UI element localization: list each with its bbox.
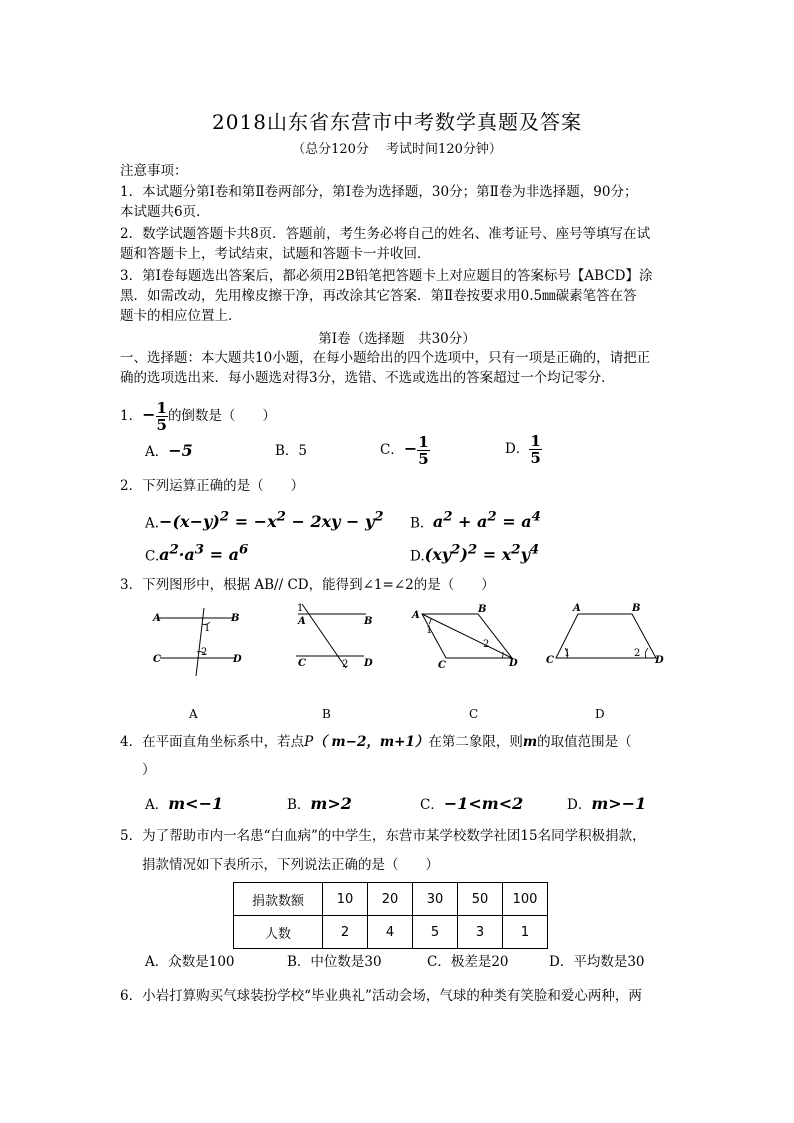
question-text: 在第二象限，则	[428, 734, 523, 750]
option-formula: $a^2 + a^2 = a^4$	[432, 509, 541, 532]
q1-option-d	[505, 431, 542, 467]
point-label-d: D	[655, 655, 664, 666]
angle-label-1: 1	[204, 623, 211, 634]
question-3: 3．下列图形中，根据 AB// CD，能得到∠1=∠2的是（ ）	[120, 577, 495, 593]
table-cell: 10	[323, 883, 368, 916]
angle-label-2: 2	[342, 659, 349, 670]
point-label-b: B	[632, 603, 641, 614]
option-value: m>2	[310, 794, 352, 813]
fraction-numerator: 1	[156, 399, 167, 417]
donation-table	[233, 882, 548, 949]
point-label-a: A	[412, 610, 420, 621]
angle-label-1: 1	[426, 625, 433, 636]
option-formula: $a^2\cdot a^3 = a^6$	[159, 542, 249, 565]
q4-option-c	[420, 794, 523, 815]
q4-option-d	[567, 794, 646, 815]
q2-option-b	[410, 505, 541, 535]
option-label: B．	[287, 797, 311, 813]
coordinates: （ m−2，m+1）	[313, 734, 429, 750]
option-label: A．	[145, 444, 169, 460]
table-cell: 4	[368, 916, 413, 949]
point-label-a: A	[573, 603, 581, 614]
question-1	[120, 397, 276, 434]
question-number: 1．	[120, 408, 143, 424]
angle-label-1: 1	[297, 603, 304, 614]
section-intro-line2: 确的选项选出来．每小题选对得3分，选错、不选或选出的答案超过一个均记零分．	[120, 370, 615, 386]
question-4-line1	[120, 732, 632, 752]
table-header-cell: 捐款数额	[234, 883, 323, 916]
fraction	[529, 433, 541, 466]
fraction-numerator: 1	[530, 432, 541, 450]
table-row	[234, 916, 548, 949]
q5-option-c: C．极差是20	[427, 954, 509, 970]
q2-option-d	[410, 538, 539, 568]
point-name: P	[304, 734, 314, 750]
q1-option-b	[275, 439, 307, 463]
table-cell: 50	[458, 883, 503, 916]
point-label-d: D	[364, 658, 373, 669]
note-3-line1: 3．第Ⅰ卷每题选出答案后，都必须用2B铅笔把答题卡上对应题目的答案标号【ABCD】涂	[120, 268, 653, 284]
q4-option-b	[287, 794, 352, 815]
note-2-line1: 2．数学试题答题卡共8页．答题前，考生务必将自己的姓名、准考证号、座号等填写在试	[120, 226, 651, 242]
table-cell: 30	[413, 883, 458, 916]
note-3-line3: 题卡的相应位置上．	[120, 308, 242, 324]
fraction-denominator: 5	[156, 416, 167, 434]
option-value: m>−1	[591, 794, 647, 813]
table-cell: 3	[458, 916, 503, 949]
angle-label-1: 1	[564, 648, 571, 659]
option-formula: $-(x-y)^2 = -x^2 - 2xy - y^2$	[159, 509, 384, 532]
option-value: m<−1	[168, 794, 224, 813]
table-cell: 1	[503, 916, 548, 949]
angle-label-2: 2	[634, 648, 641, 659]
table-cell: 100	[503, 883, 548, 916]
q2-option-c	[145, 538, 248, 568]
minus-sign: −	[142, 405, 156, 424]
fraction	[156, 400, 168, 433]
fraction-denominator: 5	[530, 449, 541, 467]
figure-caption-d: D	[595, 707, 605, 721]
figure-c	[411, 604, 518, 671]
question-text: 4．在平面直角坐标系中，若点	[120, 734, 305, 750]
notes-heading: 注意事项：	[120, 163, 188, 179]
question-2: 2．下列运算正确的是（ ）	[120, 478, 305, 494]
point-label-c: C	[438, 660, 446, 671]
q3-figures	[0, 600, 794, 710]
question-4-line2: ）	[142, 762, 156, 778]
note-1-line2: 本试题共6页．	[120, 204, 210, 220]
table-cell: 2	[323, 916, 368, 949]
question-5-line1: 5．为了帮助市内一名患“白血病”的中学生，东营市某学校数学社团15名同学积极捐款，	[120, 828, 646, 844]
fraction-numerator: 1	[418, 433, 429, 451]
option-label: B．	[275, 443, 299, 459]
point-label-a: A	[298, 616, 306, 627]
figure-caption-c: C	[469, 707, 479, 721]
option-label: D．	[567, 797, 592, 813]
q4-option-a	[145, 794, 223, 815]
option-label: D．	[505, 441, 530, 457]
q5-option-a: A．众数是100	[145, 954, 235, 970]
page-title: 2018山东省东营市中考数学真题及答案	[212, 110, 582, 134]
option-label: A.	[145, 515, 160, 532]
note-1-line1: 1．本试题分第Ⅰ卷和第Ⅱ卷两部分，第Ⅰ卷为选择题，30分；第Ⅱ卷为非选择题，90分；	[120, 184, 638, 200]
variable: m	[522, 734, 538, 750]
point-label-c: C	[298, 658, 306, 669]
table-cell: 5	[413, 916, 458, 949]
point-label-a: A	[153, 613, 161, 624]
angle-label-2: 2	[201, 647, 208, 658]
question-6-line1: 6．小岩打算购买气球装扮学校“毕业典礼”活动会场，气球的种类有笑脸和爱心两种，两	[120, 988, 642, 1004]
section-intro-line1: 一、选择题：本大题共10小题，在每小题给出的四个选项中，只有一项是正确的，请把正	[120, 350, 651, 366]
option-label: C．	[420, 797, 444, 813]
section-heading: 第Ⅰ卷（选择题 共30分）	[318, 331, 476, 347]
minus-sign: −	[403, 439, 418, 458]
point-label-c: C	[546, 655, 554, 666]
table-cell: 20	[368, 883, 413, 916]
note-3-line2: 黑．如需改动，先用橡皮擦干净，再改涂其它答案．第Ⅱ卷按要求用0.5㎜碳素笔答在答	[120, 288, 637, 304]
point-label-d: D	[233, 654, 242, 665]
q2-option-a	[145, 505, 384, 535]
option-formula: $(xy^2)^2 = x^2y^4$	[424, 542, 540, 565]
q5-option-d: D．平均数是30	[549, 954, 645, 970]
option-value: 5	[298, 443, 308, 459]
option-label: C.	[145, 548, 160, 565]
question-text: 的倒数是（ ）	[167, 408, 276, 424]
table-header-cell: 人数	[234, 916, 323, 949]
option-value: −1<m<2	[443, 794, 524, 813]
figure-caption-a: A	[189, 707, 198, 721]
note-2-line2: 题和答题卡上，考试结束，试题和答题卡一并收回．	[120, 246, 431, 262]
page-subtitle: （总分120分 考试时间120分钟）	[292, 142, 502, 157]
angle-label-2: 2	[483, 639, 490, 650]
option-label: C．	[380, 442, 404, 458]
option-label: A．	[145, 797, 169, 813]
figure-b	[296, 603, 373, 670]
q1-option-c	[380, 431, 430, 468]
figure-d	[546, 603, 664, 666]
point-label-b: B	[478, 604, 487, 615]
point-label-b: B	[231, 613, 240, 624]
point-label-c: C	[153, 654, 161, 665]
fraction-denominator: 5	[418, 450, 429, 468]
figure-caption-b: B	[322, 707, 331, 721]
table-row	[234, 883, 548, 916]
fraction	[417, 434, 429, 467]
option-label: B.	[410, 515, 425, 532]
option-label: D.	[410, 548, 425, 565]
point-label-d: D	[509, 658, 518, 669]
q5-option-b: B．中位数是30	[287, 954, 382, 970]
question-text: 的取值范围是（	[537, 734, 632, 750]
point-label-b: B	[364, 616, 373, 627]
question-5-line2: 捐款情况如下表所示，下列说法正确的是（ ）	[142, 857, 439, 873]
figure-a	[152, 608, 242, 676]
option-value: −5	[168, 441, 193, 460]
q1-option-a	[145, 439, 193, 464]
